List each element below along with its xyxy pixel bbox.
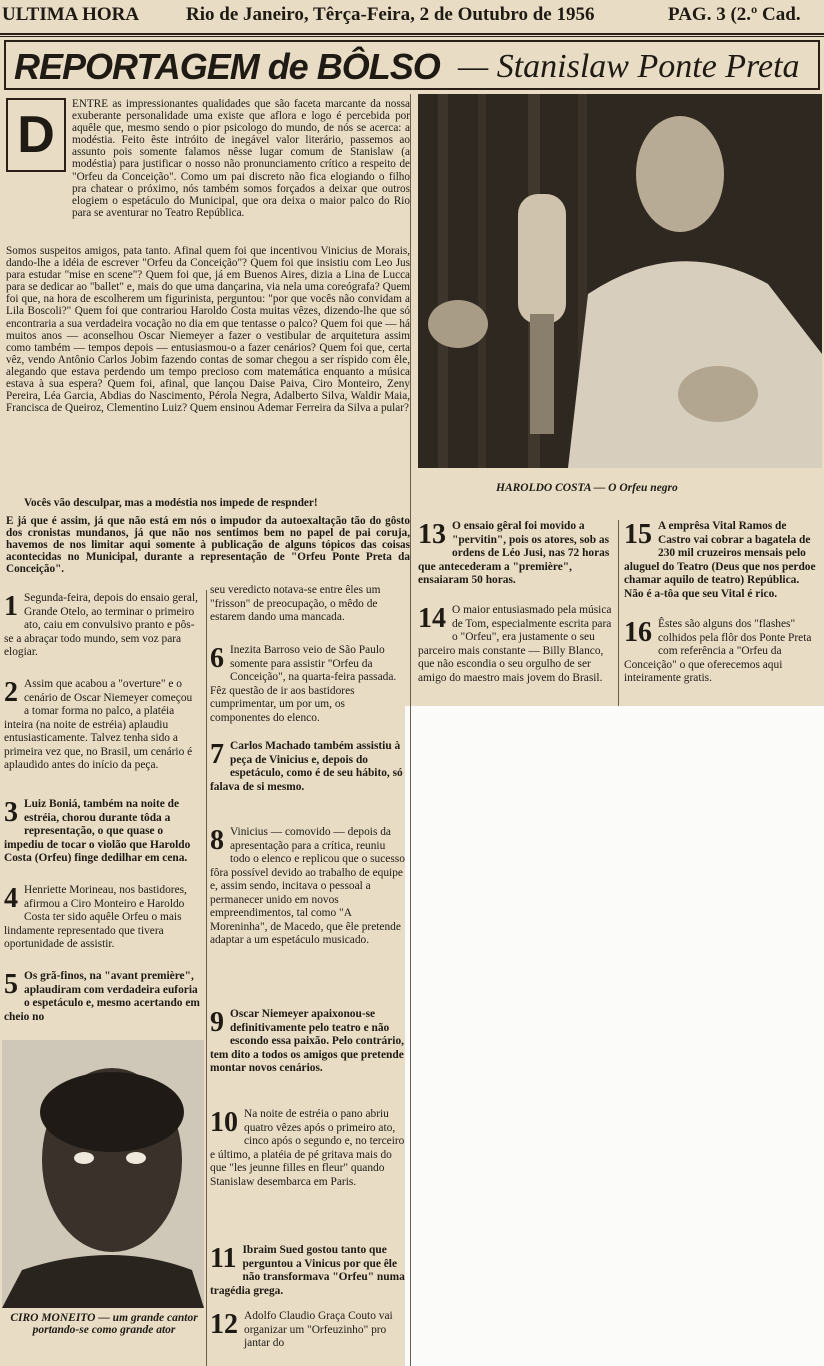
photo-image xyxy=(418,94,822,468)
item-number: 13 xyxy=(418,519,446,550)
item-text: Oscar Niemeyer apaixonou-se definitivamente pelo teatro e não escondo essa paixão. Pelo contrário, tem dito a todos os amigos que pretende montar novos cenários. xyxy=(210,1008,405,1074)
item-number: 12 xyxy=(210,1309,238,1340)
page-number: PAG. 3 (2.º Cad. xyxy=(668,4,801,25)
list-item-1 xyxy=(4,592,200,660)
column-divider-1 xyxy=(206,590,207,1366)
item-text: Adolfo Claudio Graça Couto vai organizar um "Orfeuzinho" pro jantar do xyxy=(244,1310,393,1349)
photo-image-bottom xyxy=(2,1040,204,1308)
item-text: Assim que acabou a "overture" e o cenário de Oscar Niemeyer começou a tomar forma no palco, a platéia inteira (na noite de estréia) aplaudiu entusiasticamente. Talvez tenha sido a primeira vez que, no Brasil, um cenário é aplaudido antes do início da peça. xyxy=(4,678,193,771)
list-item-8 xyxy=(210,826,406,948)
item-number: 1 xyxy=(4,591,18,622)
list-item-13 xyxy=(418,520,614,588)
list-item-6 xyxy=(210,644,406,725)
item-number: 14 xyxy=(418,603,446,634)
item-number: 2 xyxy=(4,677,18,708)
list-item-11 xyxy=(210,1244,406,1298)
list-item-3 xyxy=(4,798,200,866)
item-number: 3 xyxy=(4,797,18,828)
item-text: A emprêsa Vital Ramos de Castro vai cobrar a bagatela de 230 mil cruzeiros mensais pelo aluguel do Teatro (Deus que nos perdoe chamar aquilo de teatro) República. Não é a-tôa que seu Vital é rico. xyxy=(624,520,816,600)
intro-paragraph-1-start xyxy=(72,98,410,219)
item-number: 4 xyxy=(4,883,18,914)
photo-haroldo-costa xyxy=(418,94,822,468)
item-text: seu veredicto notava-se entre êles um "frisson" de preocupação, o mêdo de estarem dando uma mancada. xyxy=(210,584,381,623)
list-item-4 xyxy=(4,884,200,952)
item-number: 10 xyxy=(210,1107,238,1138)
masthead xyxy=(0,0,824,34)
list-item-15 xyxy=(624,520,820,601)
blank-page-area xyxy=(405,706,824,1366)
column-divider-2 xyxy=(410,94,411,1366)
item-text: Carlos Machado também assistiu à peça de Vinicius e, depois do espetáculo, como é de seu hábito, só falava de si mesmo. xyxy=(210,740,403,793)
item-number: 15 xyxy=(624,519,652,550)
item-text: O maior entusiasmado pela música de Tom, especialmente escrita para o "Orfeu", era justamente o seu parceiro mais constante — Billy Blanco, que não escondia o seu orgulho de ser amigo do maestro mais jovem do Brasil. xyxy=(418,604,612,684)
column-author: — Stanislaw Ponte Preta xyxy=(458,48,800,85)
photo-caption-bottom: CIRO MONEITO — um grande cantor portando-se como grande ator xyxy=(10,1312,198,1336)
column-banner xyxy=(4,40,820,90)
intro-paragraph-4: E já que é assim, já que não está em nós o impudor da autoexaltação tão do gôsto dos cronistas mundanos, já que não nos sentimos bem no papel de pai coruja, havemos de nos limitar aqui somente à publicação de alguns tópicos das coisas acontecidas no Municipal, durante a representação de "Orfeu Ponte Preta da Conceição". xyxy=(6,515,410,576)
list-item-10 xyxy=(210,1108,406,1189)
item-number: 16 xyxy=(624,617,652,648)
item-number: 6 xyxy=(210,643,224,674)
intro-paragraph-3: Vocês vão desculpar, mas a modéstia nos impede de respnder! xyxy=(24,497,318,509)
item-text: Êstes são alguns dos "flashes" colhidos pela flôr dos Ponte Preta com referência a "Orfeu da Conceição" o que oferecemos aqui inteiramente gratis. xyxy=(624,618,812,684)
item-text: Segunda-feira, depois do ensaio geral, Grande Otelo, ao terminar o primeiro ato, caiu em convulsivo pranto e pôs-se a abraçar todo mundo, sem voz para elogiar. xyxy=(4,592,198,658)
list-item-5 xyxy=(4,970,200,1024)
item-text: Na noite de estréia o pano abriu quatro vêzes após o primeiro ato, cinco após o segundo e, no terceiro e último, a platéia de pé gritava mais do que "les jeunne filles en fleur" quando Stanislaw desembarca em Paris. xyxy=(210,1108,405,1188)
item-number: 7 xyxy=(210,739,224,770)
list-item-7 xyxy=(210,740,406,794)
photo-caption-top: HAROLDO COSTA — O Orfeu negro xyxy=(496,482,678,494)
item-text: Vinicius — comovido — depois da apresentação para a crítica, reuniu todo o elenco e replicou que o sucesso fôra possível devido ao trabalho de equipe e, assim sendo, incitava o pessoal a permanecer unido em novos empreendimentos, tal como "A Moreninha", de Macedo, que êle pretende adaptar a um espetáculo musicado. xyxy=(210,826,405,946)
list-item-16 xyxy=(624,618,820,686)
photo-ciro-monteiro xyxy=(2,1040,204,1308)
masthead-rule xyxy=(0,33,824,35)
item-text: Ibraim Sued gostou tanto que perguntou a Vinicus por que êle não transformava "Orfeu" numa tragédia grega. xyxy=(210,1244,405,1297)
item-number: 8 xyxy=(210,825,224,856)
masthead-rule-thin xyxy=(0,36,824,37)
column-divider-3 xyxy=(618,520,619,706)
item-text: Henriette Morineau, nos bastidores, afirmou a Ciro Monteiro e Haroldo Costa ter sido aquêle Orfeu o mais lindamente representado que tivera oportunidade de assistir. xyxy=(4,884,187,950)
list-item-2 xyxy=(4,678,200,773)
column-title: REPORTAGEM de BÔLSO xyxy=(14,46,440,87)
item-number: 5 xyxy=(4,969,18,1000)
date-line: Rio de Janeiro, Têrça-Feira, 2 de Outubro de 1956 xyxy=(186,4,595,25)
item-text: Luiz Boniá, também na noite de estréia, chorou durante tôda a representação, o que quase o impediu de tocar o violão que Haroldo Costa (Orfeu) finge dedilhar em cena. xyxy=(4,798,191,864)
item-text: Inezita Barroso veio de São Paulo somente para assistir "Orfeu da Conceição", na quarta-feira passada. Fêz questão de ir aos bastidores cumprimentar, um por um, os componentes do elenco. xyxy=(210,644,397,724)
list-item-14 xyxy=(418,604,614,685)
list-item-9 xyxy=(210,1008,406,1076)
intro-paragraph-2: Somos suspeitos amigos, pata tanto. Afinal quem foi que incentivou Vinicius de Morais, dando-lhe a idéia de escrever "Orfeu da Conceição"? Quem foi que insistiu com Leo Jus para estudar "mise en scene"? Quem foi que, já em Buenos Aires, dizia a Lina de Lucca para se dedicar ao "ballet" e, mais do que uma dançarina, via nela uma coreógrafa? Quem foi que, na hora de escolherem um figurinista, perguntou: "por que vocês não convidam a Lila Boscoli?" Quem foi que contrariou Haroldo Costa muitas vêzes, dizendo-lhe que só encontraria a sua verdadeira vocação no dia em que tentasse o palco? Quem foi que — há muitos anos — aconselhou Oscar Niemeyer a fazer o vestibular de arquitetura assim como também — tempos depois — entusiasmou-o a fazer cenários? Quem foi que, certa vêz, vendo Antônio Carlos Jobim fazendo contas de somar chegou a ser ríspido com êle, alegando que estava perdendo um tempo precioso com matemática enquanto a música estava à sua espera? Quem foi, afinal, que lançou Daise Paiva, Ciro Monteiro, Zeny Pereira, Léa Garcia, Abdias do Nascimento, Pérola Negra, Adalberto Silva, Waldir Maia, Francisca de Queiroz, Clementino Luiz? Quem ensinou Ademar Ferreira da Silva a pular? xyxy=(6,245,410,415)
item-text: Os grã-finos, na "avant première", aplaudiram com verdadeira euforia o espetáculo e, mesmo acertando em cheio no xyxy=(4,970,200,1023)
list-item-12 xyxy=(210,1310,406,1351)
item-number: 11 xyxy=(210,1243,237,1274)
item-number: 9 xyxy=(210,1007,224,1038)
item-text: O ensaio gêral foi movido a "pervitin", pois os atores, sob as ordens de Léo Jusi, nas 72 horas que antecederam a "première", ensaiaram 50 horas. xyxy=(418,520,610,586)
intro-paragraph-1: ENTRE as impressionantes qualidades que são faceta marcante da nossa exuberante personalidade uma existe que aflora e logo é percebida por aquêle que, mesmo sendo o pior psicologo do mundo, de nós se acerca: a modéstia. Feito êste intróito de inegável valor literário, passemos ao assunto pois somente falamos nêsse lugar comum de Stanislaw (a modéstia) para justificar o nosso não pronunciamento crítico a respeito de "Orfeu da Conceição". Como um pai discreto não fica elogiando o filho pra chatear o próximo, nós também somos forçados a deixar que outros elogiem o espetáculo do Municipal, que ora deixa o maior palco do Rio para se aventurar no Teatro República. xyxy=(72,98,410,219)
list-item-5-continued xyxy=(210,584,406,625)
newspaper-name: ULTIMA HORA xyxy=(2,4,140,25)
drop-cap: D xyxy=(6,98,66,172)
